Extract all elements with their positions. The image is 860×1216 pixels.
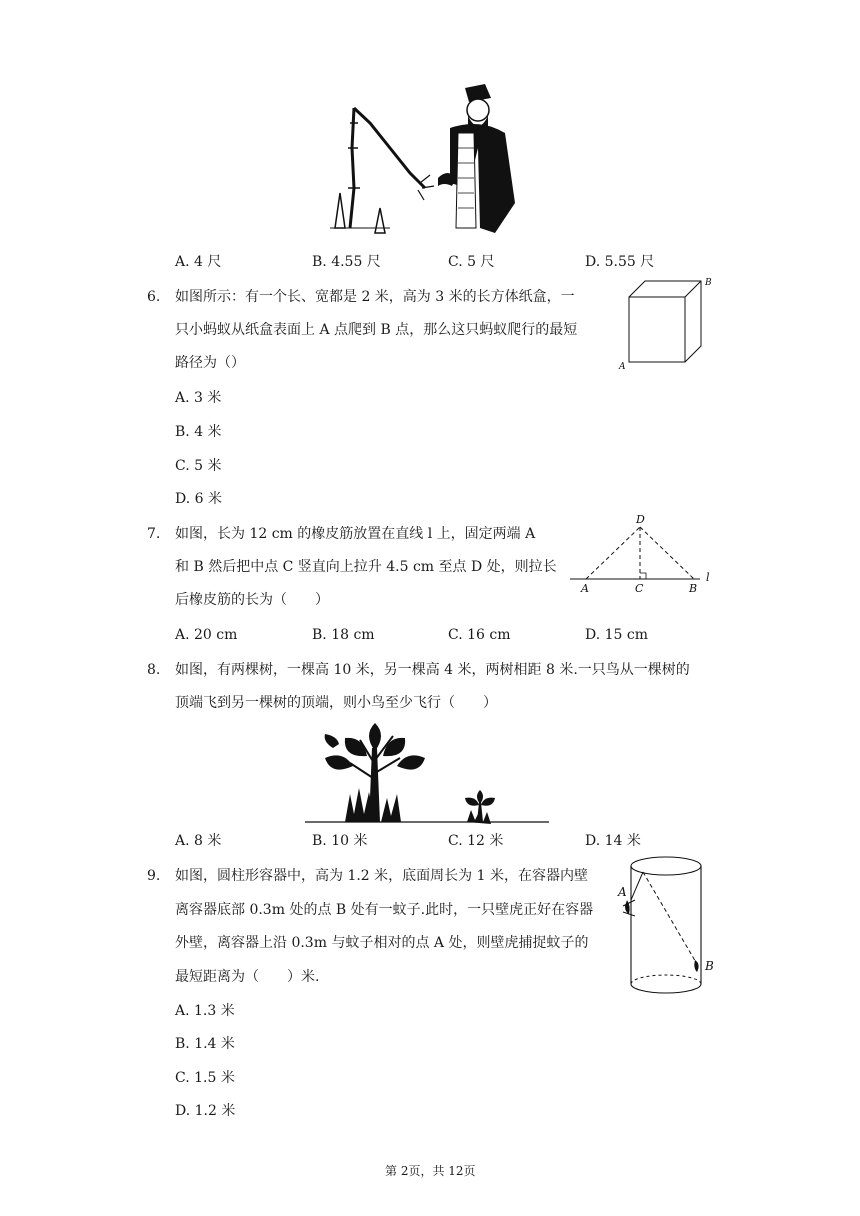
q8-number: 8. bbox=[147, 662, 161, 678]
q8-text-line-1: 如图，有两棵树，一棵高 10 米，另一棵高 4 米，两树相距 8 米.一只鸟从一棵树的 bbox=[175, 662, 690, 678]
q7-label-c: C bbox=[635, 582, 644, 595]
q7-text-line-2: 和 B 然后把中点 C 竖直向上拉升 4.5 cm 至点 D 处，则拉长 bbox=[175, 559, 557, 575]
q7-label-a: A bbox=[581, 582, 589, 595]
q7-option-b[interactable]: B. 18 cm bbox=[312, 627, 375, 643]
q7-rubber-band-figure bbox=[568, 515, 718, 595]
q8-text-line-2: 顶端飞到另一棵树的顶端，则小鸟至少飞行（ ） bbox=[175, 695, 497, 711]
q9-number: 9. bbox=[147, 868, 161, 884]
q8-option-d[interactable]: D. 14 米 bbox=[585, 833, 641, 849]
q7-text-line-1: 如图，长为 12 cm 的橡皮筋放置在直线 l 上，固定两端 A bbox=[175, 526, 536, 542]
q6-option-d[interactable]: D. 6 米 bbox=[175, 491, 222, 507]
q9-option-c[interactable]: C. 1.5 米 bbox=[175, 1070, 235, 1086]
q9-text-line-3: 外壁，离容器上沿 0.3m 与蚊子相对的点 A 处，则壁虎捕捉蚊子的 bbox=[175, 935, 589, 951]
bamboo-scholar-illustration bbox=[330, 78, 530, 238]
q7-option-c[interactable]: C. 16 cm bbox=[448, 627, 511, 643]
q9-option-d[interactable]: D. 1.2 米 bbox=[175, 1103, 236, 1119]
q8-option-c[interactable]: C. 12 米 bbox=[448, 833, 504, 849]
q6-number: 6. bbox=[147, 289, 161, 305]
q5-option-b[interactable]: B. 4.55 尺 bbox=[312, 254, 381, 270]
q9-label-b: B bbox=[705, 959, 714, 973]
q6-text-line-1: 如图所示：有一个长、宽都是 2 米，高为 3 米的长方体纸盒，一 bbox=[175, 289, 575, 305]
q8-option-a[interactable]: A. 8 米 bbox=[175, 833, 222, 849]
q6-label-a: A bbox=[619, 362, 626, 372]
q7-label-l: l bbox=[706, 571, 710, 584]
q9-label-a: A bbox=[618, 885, 627, 899]
page-footer: 第 2页，共 12页 bbox=[385, 1164, 476, 1178]
q7-label-d: D bbox=[636, 513, 645, 526]
q6-text-line-3: 路径为（） bbox=[175, 355, 245, 371]
q6-option-b[interactable]: B. 4 米 bbox=[175, 424, 222, 440]
q6-label-b: B bbox=[705, 278, 712, 288]
q6-text-line-2: 只小蚂蚁从纸盒表面上 A 点爬到 B 点，那么这只蚂蚁爬行的最短 bbox=[175, 322, 578, 338]
q7-label-b: B bbox=[689, 582, 698, 595]
q9-text-line-2: 离容器底部 0.3m 处的点 B 处有一蚊子.此时，一只壁虎正好在容器 bbox=[175, 902, 594, 918]
q7-text-line-3: 后橡皮筋的长为（ ） bbox=[175, 592, 329, 608]
q9-option-a[interactable]: A. 1.3 米 bbox=[175, 1003, 235, 1019]
q7-option-d[interactable]: D. 15 cm bbox=[585, 627, 649, 643]
q8-option-b[interactable]: B. 10 米 bbox=[312, 833, 368, 849]
q8-two-trees-figure bbox=[305, 718, 550, 828]
q7-number: 7. bbox=[147, 526, 161, 542]
q7-option-a[interactable]: A. 20 cm bbox=[175, 627, 238, 643]
q9-option-b[interactable]: B. 1.4 米 bbox=[175, 1036, 235, 1052]
q9-text-line-1: 如图，圆柱形容器中，高为 1.2 米，底面周长为 1 米，在容器内壁 bbox=[175, 868, 588, 884]
q5-option-a[interactable]: A. 4 尺 bbox=[175, 254, 222, 270]
q5-option-d[interactable]: D. 5.55 尺 bbox=[585, 254, 655, 270]
q6-cuboid-figure bbox=[615, 275, 715, 375]
q5-option-c[interactable]: C. 5 尺 bbox=[448, 254, 495, 270]
q6-option-a[interactable]: A. 3 米 bbox=[175, 390, 222, 406]
q6-option-c[interactable]: C. 5 米 bbox=[175, 458, 222, 474]
q9-cylinder-figure bbox=[615, 852, 725, 1002]
q9-text-line-4: 最短距离为（ ）米. bbox=[175, 969, 320, 985]
